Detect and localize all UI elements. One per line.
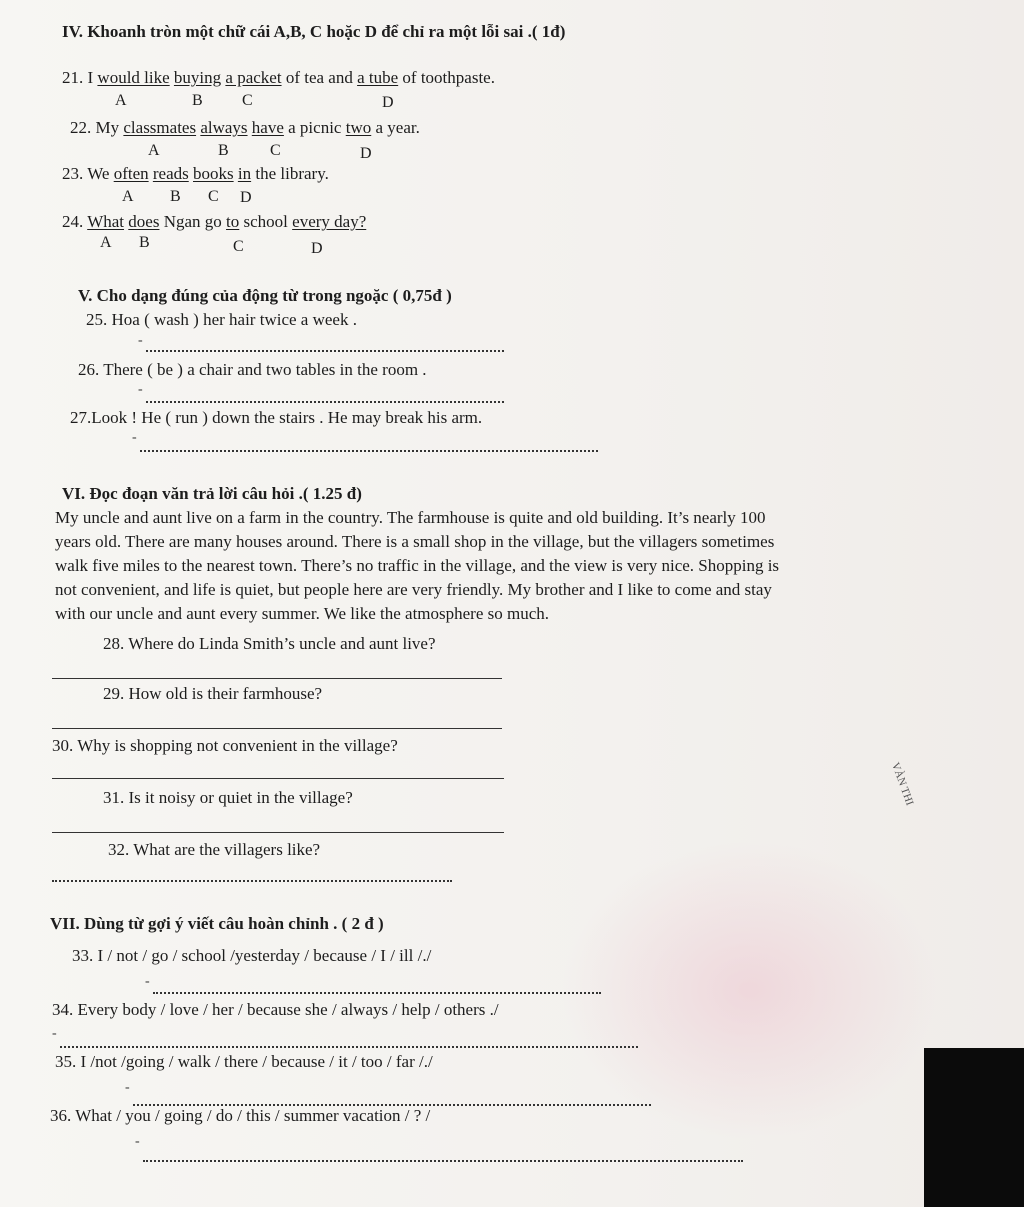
question-34: 34. Every body / love / her / because she / always / help / others ./ <box>52 1000 499 1019</box>
section-7-heading: VII. Dùng từ gợi ý viết câu hoàn chỉnh . ( 2 đ ) <box>50 914 384 933</box>
answer-line-36[interactable] <box>143 1160 743 1162</box>
section-4-heading: IV. Khoanh tròn một chữ cái A,B, C hoặc D để chỉ ra một lỗi sai .( 1đ) <box>62 22 566 41</box>
answer-dash-36: - <box>135 1134 140 1149</box>
question-31: 31. Is it noisy or quiet in the village? <box>103 788 353 807</box>
section-6-heading: VI. Đọc đoạn văn trả lời câu hỏi .( 1.25 đ) <box>62 484 362 503</box>
passage-line-4: not convenient, and life is quiet, but people here are very friendly. My brother and I like to come and stay <box>55 580 772 599</box>
section-5-heading: V. Cho dạng đúng của động từ trong ngoặc ( 0,75đ ) <box>78 286 452 305</box>
answer-dash-27: - <box>132 430 137 445</box>
option-b-24[interactable]: B <box>139 234 150 251</box>
answer-dash-33: - <box>145 974 150 989</box>
question-36: 36. What / you / going / do / this / summer vacation / ? / <box>50 1106 431 1125</box>
answer-dash-35: - <box>125 1080 130 1095</box>
answer-line-30[interactable] <box>52 778 504 779</box>
question-30: 30. Why is shopping not convenient in the village? <box>52 736 398 755</box>
question-25: 25. Hoa ( wash ) her hair twice a week . <box>86 310 357 329</box>
option-b-22[interactable]: B <box>218 142 229 159</box>
passage-line-2: years old. There are many houses around. There is a small shop in the village, but the villagers sometimes <box>55 532 775 551</box>
question-33: 33. I / not / go / school /yesterday / because / I / ill /./ <box>72 946 432 965</box>
answer-line-31[interactable] <box>52 832 504 833</box>
question-23: 23. We often reads books in the library. <box>62 164 329 183</box>
option-a-21[interactable]: A <box>115 92 127 109</box>
option-d-22[interactable]: D <box>360 145 372 162</box>
question-32: 32. What are the villagers like? <box>108 840 321 859</box>
answer-dash-26: - <box>138 382 143 397</box>
question-29: 29. How old is their farmhouse? <box>103 684 323 703</box>
question-35: 35. I /not /going / walk / there / because / it / too / far /./ <box>55 1052 433 1071</box>
option-d-23[interactable]: D <box>240 189 252 206</box>
option-a-22[interactable]: A <box>148 142 160 159</box>
question-28: 28. Where do Linda Smith’s uncle and aunt live? <box>103 634 436 653</box>
answer-line-27[interactable] <box>140 450 598 452</box>
answer-line-32[interactable] <box>52 880 452 882</box>
question-27: 27.Look ! He ( run ) down the stairs . He may break his arm. <box>70 408 483 427</box>
question-24: 24. What does Ngan go to school every day? <box>62 212 367 231</box>
passage-line-1: My uncle and aunt live on a farm in the country. The farmhouse is quite and old building. It’s nearly 100 <box>55 508 766 527</box>
question-21: 21. I would like buying a packet of tea and a tube of toothpaste. <box>62 68 495 87</box>
passage-line-5: with our uncle and aunt every summer. We like the atmosphere so much. <box>55 604 550 623</box>
answer-line-33[interactable] <box>153 992 601 994</box>
option-b-23[interactable]: B <box>170 188 181 205</box>
answer-dash-25: - <box>138 333 143 348</box>
answer-line-26[interactable] <box>146 401 504 403</box>
option-a-24[interactable]: A <box>100 234 112 251</box>
option-a-23[interactable]: A <box>122 188 134 205</box>
stain <box>560 840 940 1140</box>
option-c-22[interactable]: C <box>270 142 281 159</box>
option-d-24[interactable]: D <box>311 240 323 257</box>
dark-edge <box>924 1048 1024 1207</box>
option-b-21[interactable]: B <box>192 92 203 109</box>
answer-line-34[interactable] <box>60 1046 638 1048</box>
question-22: 22. My classmates always have a picnic two a year. <box>70 118 420 137</box>
answer-line-28[interactable] <box>52 678 502 679</box>
option-d-21[interactable]: D <box>382 94 394 111</box>
answer-line-29[interactable] <box>52 728 502 729</box>
option-c-23[interactable]: C <box>208 188 219 205</box>
option-c-24[interactable]: C <box>233 238 244 255</box>
answer-line-25[interactable] <box>146 350 504 352</box>
passage-line-3: walk five miles to the nearest town. There’s no traffic in the village, and the view is very nice. Shopping is <box>55 556 780 575</box>
question-26: 26. There ( be ) a chair and two tables in the room . <box>78 360 427 379</box>
answer-dash-34: - <box>52 1026 57 1041</box>
side-margin-text: VÀN THI <box>889 760 916 808</box>
option-c-21[interactable]: C <box>242 92 253 109</box>
